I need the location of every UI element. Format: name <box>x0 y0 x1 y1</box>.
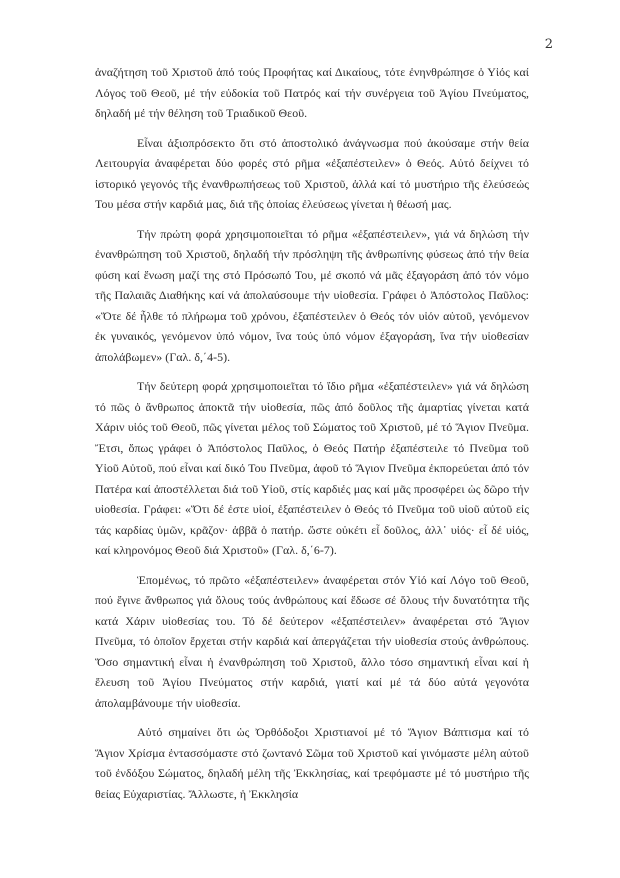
page-number: 2 <box>544 37 553 52</box>
paragraph-continuation: ἀναζήτηση τοῦ Χριστοῦ ἀπό τούς Προφήτας καί Δικαίους, τότε ἐνηνθρώπησε ὁ Υἱός καί Λόγος τοῦ Θεοῦ, μέ τήν εὐδοκία τοῦ Πατρός καί τήν συνέργεια τοῦ Ἁγίου Πνεύματος, δηλαδή μέ τήν θέληση τοῦ Τριαδικοῦ Θεοῦ. <box>95 65 529 120</box>
document-body <box>95 62 529 813</box>
paragraph: Αὐτό σημαίνει ὅτι ὡς Ὀρθόδοξοι Χριστιανοί μέ τό Ἅγιον Βάπτισμα καί τό Ἅγιον Χρίσμα ἐντασσόμαστε στό ζωντανό Σῶμα τοῦ Χριστοῦ καί γινόμαστε μέλη αὐτοῦ τοῦ ἐνδόξου Σώματος, δηλαδή μέλη τῆς Ἐκκλησίας, καί τρεφόμαστε μέ τό μυστήριο τῆς θείας Εὐχαριστίας. Ἄλλωστε, ἡ Ἐκκλησία <box>95 725 529 801</box>
paragraph: Τήν δεύτερη φορά χρησιμοποιεῖται τό ἴδιο ρῆμα «ἐξαπέστειλεν» γιά νά δηλώση τό πῶς ὁ ἄνθρωπος ἀποκτᾶ τήν υἱοθεσία, πῶς ἀπό δοῦλος τῆς ἁμαρτίας γίνεται κατά Χάριν υἱός τοῦ Θεοῦ, πῶς γίνεται μέλος τοῦ Σώματος τοῦ Χριστοῦ, μέ τό Ἅγιον Πνεῦμα. Ἔτσι, ὅπως γράφει ὁ Ἀπόστολος Παῦλος, ὁ Θεός Πατήρ ἐξαπέστειλε τό Πνεῦμα τοῦ Υἱοῦ Αὐτοῦ, πού εἶναι καί δικό Του Πνεῦμα, ἀφοῦ τό Ἅγιον Πνεῦμα ἐκπορεύεται ἀπό τόν Πατέρα καί ἀποστέλλεται διά τοῦ Υἱοῦ, στίς καρδιές μας καί μᾶς προσφέρει ὡς δῶρο τήν υἱοθεσία. Γράφει: «Ὅτι δέ ἐστε υἱοί, ἐξαπέστειλεν ὁ Θεός τό Πνεῦμα τοῦ υἱοῦ αὐτοῦ εἰς τάς καρδίας ὑμῶν, κρᾶζον· ἀββᾶ ὁ πατήρ. ὥστε οὐκέτι εἶ δοῦλος, ἀλλ᾽ υἱός· εἶ δέ υἱός, καί κληρονόμος Θεοῦ διά Χριστοῦ» (Γαλ. δ,΄6-7). <box>95 379 529 557</box>
paragraph: Ἑπομένως, τό πρῶτο «ἐξαπέστειλεν» ἀναφέρεται στόν Υἱό καί Λόγο τοῦ Θεοῦ, πού ἔγινε ἄνθρωπος γιά ὅλους τούς ἀνθρώπους καί ἔδωσε σέ ὅλους τήν δυνατότητα τῆς κατά Χάριν υἱοθεσίας του. Τό δέ δεύτερον «ἐξαπέστειλεν» ἀναφέρεται στό Ἅγιον Πνεῦμα, τό ὁποῖον ἔρχεται στήν καρδιά καί ἀπεργάζεται τήν υἱοθεσία στούς ἀνθρώπους. Ὅσο σημαντική εἶναι ἡ ἐνανθρώπηση τοῦ Χριστοῦ, ἄλλο τόσο σημαντική εἶναι καί ἡ ἔλευση τοῦ Ἁγίου Πνεύματος στήν καρδιά, γιατί καί μέ τά δύο αὐτά γεγονότα ἀπολαμβάνουμε τήν υἱοθεσία. <box>95 572 529 710</box>
paragraph: Τήν πρώτη φορά χρησιμοποιεῖται τό ρῆμα «ἐξαπέστειλεν», γιά νά δηλώση τήν ἐνανθρώπηση τοῦ Χριστοῦ, δηλαδή τήν πρόσληψη τῆς ἀνθρωπίνης φύσεως ἀπό τήν θεία φύση καί ἕνωση μαζί της στό Πρόσωπό Του, μέ σκοπό νά μᾶς ἐξαγοράση ἀπό τόν νόμο τῆς Παλαιᾶς Διαθήκης καί νά ἀπολαύσουμε τήν υἱοθεσία. Γράφει ὁ Ἀπόστολος Παῦλος: «Ὅτε δέ ἦλθε τό πλήρωμα τοῦ χρόνου, ἐξαπέστειλεν ὁ Θεός τόν υἱόν αὐτοῦ, γενόμενον ἐκ γυναικός, γενόμενον ὑπό νόμον, ἵνα τούς ὑπό νόμον ἐξαγοράση, ἵνα τήν υἱοθεσίαν ἀπολάβωμεν» (Γαλ. δ,΄4-5). <box>95 226 529 364</box>
paragraph: Εἶναι ἀξιοπρόσεκτο ὅτι στό ἀποστολικό ἀνάγνωσμα πού ἀκούσαμε στήν θεία Λειτουργία ἀναφέρεται δύο φορές στό ρῆμα «ἐξαπέστειλεν» ὁ Θεός. Αὐτό δείχνει τό ἱστορικό γεγονός τῆς ἐνανθρωπήσεως τοῦ Χριστοῦ, ἀλλά καί τό μυστήριο τῆς ἐλεύσεώς Του μέσα στήν καρδιά μας, διά τῆς ὁποίας ἐλεύσεως γίνεται ἡ θέωσή μας. <box>95 135 529 211</box>
